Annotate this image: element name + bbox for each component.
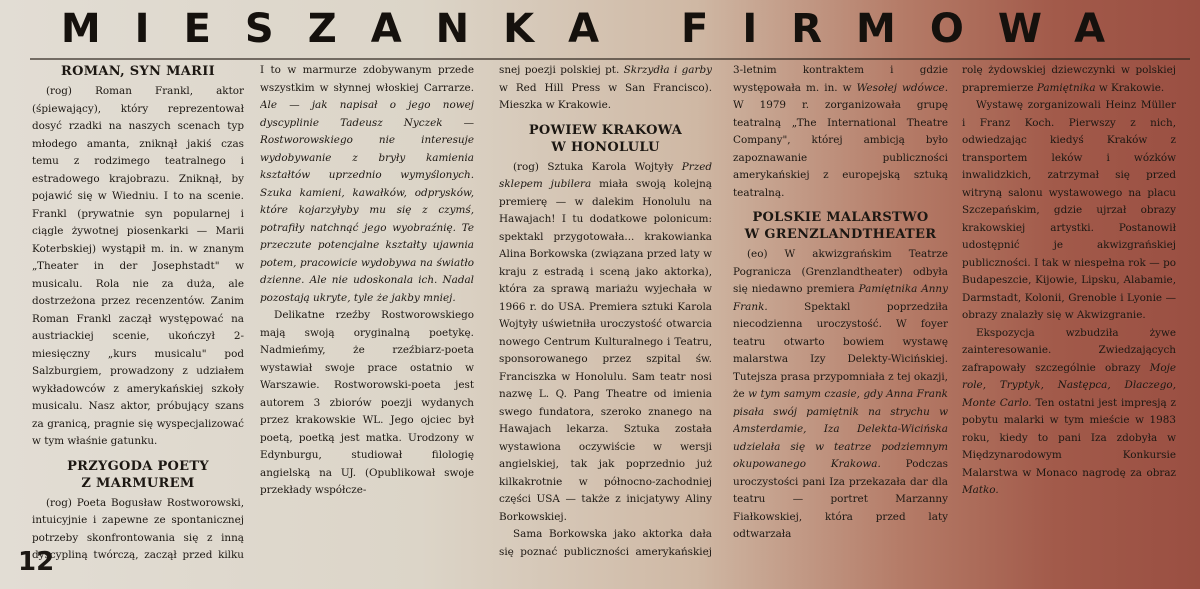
- article-body-malarstwo-cont3: Ekspozycja wzbudziła żywe zainteresowanie. Zwiedzających zafrapowały szczególnie obrazy Moje role, Tryptyk, Następca, Dlaczego, Monte Carlo. Ten ostatni jest impresją z pobytu malarki w tym mieście w 1983 roku, kiedy to pani Iza zdobyła w Międzynarodowym Konkursie Malarstwa w Monaco nagrodę za obraz Matko.: [962, 326, 1176, 496]
- article-body-przygoda: (rog) Poeta Bogusław Rostworowski, intuicyjnie i zapewne ze spontanicznej potrzeby skonfrontowania się z inną dyscypliną twórczą, zaczął przed kilku: [32, 496, 244, 561]
- page-banner-title: MIESZANKA FIRMOWA: [60, 6, 1140, 52]
- article-body-roman: (rog) Roman Frankl, aktor (śpiewający), który reprezentował dosyć rzadki na naszych scenach typ młodego amanta, zniknął jakiś czas temu z rodzimego teatralnego i estradowego krajobrazu. Zniknął, by pojawić się w Wiedniu. I to na scenie. Frankl (prywatnie syn popularnej i ciągle żywotnej piosenkarki — Marii Koterbskiej) wystąpił m. in. w znanym „Theater in der Josephstadt" w musicalu. Rola nie za duża, ale dostrzeżona przez recenzentów. Zanim Roman Frankl zaczął występować na austriackiej scenie, ukończył 2-miesięczny „kurs musicalu" pod Salzburgiem, prowadzony z udziałem wykładowców z amerykańskiej szkoły musicalu. Nasz aktor, próbujący szans za granicą, pragnie się wyspecjalizować w tym właśnie gatunku.: [32, 85, 244, 447]
- page-number: 12: [18, 547, 55, 577]
- column-5: [962, 62, 1176, 562]
- article-heading-przygoda: PRZYGODA POETY Z MARMUREM: [67, 458, 209, 491]
- article-body-przygoda-end: snej poezji polskiej pt. Skrzydła i garby w Red Hill Press w San Francisco). Mieszka w Krakowie.: [499, 64, 712, 111]
- article-body-powiew: (rog) Sztuka Karola Wojtyły Przed sklepem jubilera miała swoją kolejną premierę — w dalekim Honolulu na Hawajach! I tu dodatkowe polonicum: spektakl przygotowała... krakowianka Alina Borkowska (związana przed laty w kraju z estradą i sceną jako aktorka), która za sprawą mariażu wyjechała w 1966 r. do USA. Premiera sztuki Karola Wojtyły uświetniła uroczystość otwarcia nowego Centrum Kulturalnego i Teatru, sponsorowanego przez szpital św. Franciszka w Honolulu. Sam teatr nosi nazwę L. Q. Pang Theatre od imienia swego fundatora, szeroko znanego na Hawajach lekarza. Sztuka została wystawiona oczywiście w wersji angielskiej, tak jak poprzednio już kilkakrotnie w północno-zachodniej części USA — także z inicjatywy Aliny Borkowskiej.: [499, 160, 712, 523]
- article-body-przygoda-cont: I to w marmurze zdobywanym przede wszystkim w słynnej włoskiej Carrarze. Ale — jak napisał o jego nowej dyscyplinie Tadeusz Nyczek — Rostworowskiego nie interesuje wydobywanie z bryły kamienia kształtów uprzednio wymyślonych. Szuka kamieni, kawałków, odprysków, które kojarzyłyby mu się z czymś, potrafiły natchnąć jego wyobraźnię. Te przeczute potencjalne kształty ujawnia potem, pracowicie wydobywa na światło dzienne. Ale nie udoskonala ich. Nadal pozostają ukryte, tyle że jakby mniej.: [260, 64, 474, 304]
- article-heading-powiew: POWIEW KRAKOWA W HONOLULU: [528, 122, 683, 155]
- column-4: [733, 62, 948, 562]
- column-3: [499, 62, 712, 562]
- article-body-malarstwo: (eo) W akwizgrańskim Teatrze Pogranicza (Grenzlandtheater) odbyła się niedawno premiera Pamiętnika Anny Frank. Spektakl poprzedziła niecodzienna uroczystość. W foyer teatru otwarto bowiem wystawę malarstwa Izy Delekty-Wicińskiej. Tutejsza prasa przypomniała z tej okazji, że w tym samym czasie, gdy Anna Frank pisała swój pamiętnik na strychu w Amsterdamie, Iza Delekta-Wicińska udzielała się w teatrze podziemnym okupowanego Krakowa. Podczas uroczystości pani Iza przekazała dar dla teatru — portret Marzanny Fiałkowskiej, która przed laty odtwarzała: [733, 248, 948, 540]
- article-heading-roman: ROMAN, SYN MARII: [60, 64, 216, 79]
- article-heading-malarstwo: POLSKIE MALARSTWO W GRENZLANDTHEATER: [744, 210, 937, 242]
- column-1: [32, 62, 244, 562]
- column-2: [260, 62, 474, 562]
- article-body-przygoda-cont2: Delikatne rzeźby Rostworowskiego mają swoją oryginalną poetykę. Nadmieńmy, że rzeźbiarz-poeta wystawiał swoje prace ostatnio w Warszawie. Rostworowski-poeta jest autorem 3 zbiorów poezji wydanych przez krakowskie WL. Jego ojciec był poetą, poetką jest matka. Urodzony w Edynburgu, studiował filologię angielską na UJ. (Opublikował swoje przekłady współcze-: [260, 309, 474, 496]
- quote-nyczek: Ale — jak napisał o jego nowej dyscyplinie Tadeusz Nyczek — Rostworowskiego nie interesuje wydobywanie z bryły kamienia kształtów uprzednio wymyślonych. Szuka kamieni, kawałków, odprysków, które kojarzyłyby mu się z czymś, potrafiły natchnąć jego wyobraźnię. Te przeczute potencjalne kształty ujawnia potem, pracowicie wydobywa na światło dzienne. Ale nie udoskonala ich. Nadal pozostają ukryte, tyle że jakby mniej.: [260, 99, 474, 304]
- article-body-powiew-end: 3-letnim kontraktem i gdzie występowała m. in. w Wesołej wdówce. W 1979 r. zorganizowała grupę teatralną „The International Theatre Company", której ambicją było zapoznawanie publiczności amerykańskiej z europejską sztuką teatralną.: [733, 64, 948, 199]
- article-body-powiew-2: Sama Borkowska jako aktorka dała się poznać publiczności amerykańskiej: [499, 528, 712, 558]
- article-body-malarstwo-cont2: Wystawę zorganizowali Heinz Müller i Franz Koch. Pierwszy z nich, odwiedzając kiedyś Kraków z transportem leków i wózków inwalidzkich, zatrzymał się przed witryną salonu wystawowego na placu Szczepańskim, gdzie ujrzał obrazy krakowskiej artystki. Postanowił udostępnić je akwizgrańskiej publiczności. I tak w niespełna rok — po Budapeszcie, Kijowie, Lipsku, Alabamie, Darmstadt, Kolonii, Grenoble i Lyonie — obrazy znalazły się w Akwizgranie.: [962, 99, 1176, 321]
- banner-rule: [30, 58, 1190, 60]
- article-body-malarstwo-cont: rolę żydowskiej dziewczynki w polskiej prapremierze Pamiętnika w Krakowie.: [962, 64, 1176, 94]
